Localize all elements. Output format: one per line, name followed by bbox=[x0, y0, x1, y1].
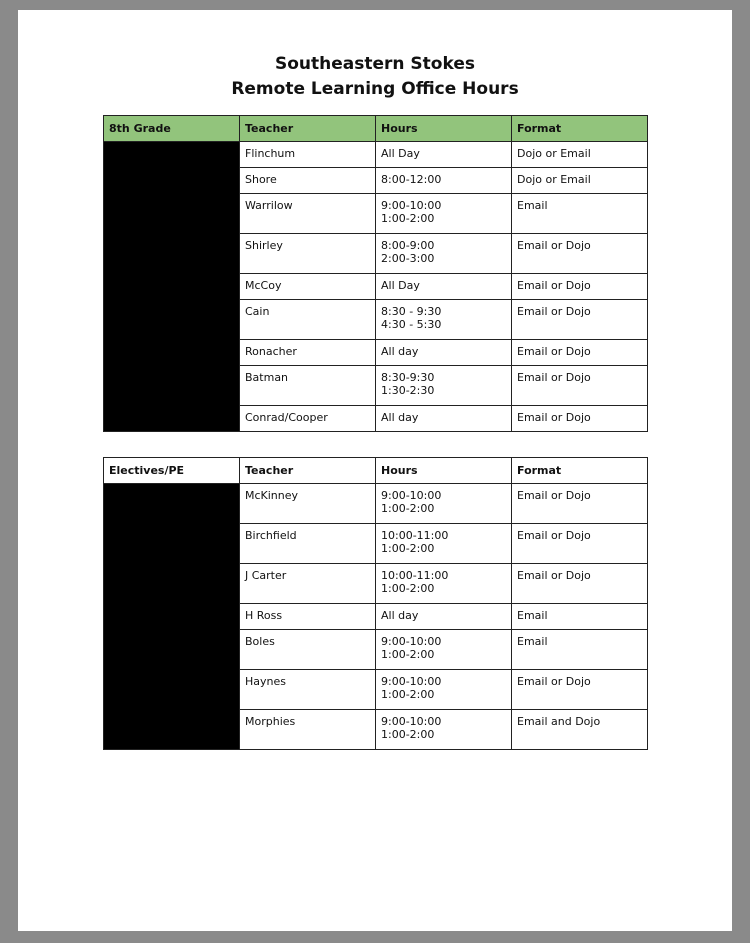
format-cell: Dojo or Email bbox=[512, 142, 648, 168]
teacher-cell: Morphies bbox=[240, 710, 376, 750]
format-cell: Email or Dojo bbox=[512, 484, 648, 524]
teacher-cell: Warrilow bbox=[240, 194, 376, 234]
hours-cell: All day bbox=[376, 406, 512, 432]
column-header: 8th Grade bbox=[104, 116, 240, 142]
format-cell: Email bbox=[512, 604, 648, 630]
column-header: Format bbox=[512, 458, 648, 484]
teacher-cell: Shore bbox=[240, 168, 376, 194]
electives-table bbox=[103, 457, 648, 750]
format-cell: Email or Dojo bbox=[512, 406, 648, 432]
hours-cell: All day bbox=[376, 604, 512, 630]
hours-cell: 8:30-9:30 1:30-2:30 bbox=[376, 366, 512, 406]
teacher-cell: McKinney bbox=[240, 484, 376, 524]
format-cell: Email or Dojo bbox=[512, 340, 648, 366]
teacher-cell: Flinchum bbox=[240, 142, 376, 168]
document-title: Southeastern Stokes bbox=[275, 54, 475, 74]
teacher-cell: Haynes bbox=[240, 670, 376, 710]
format-cell: Email or Dojo bbox=[512, 564, 648, 604]
format-cell: Email or Dojo bbox=[512, 670, 648, 710]
hours-cell: 8:30 - 9:30 4:30 - 5:30 bbox=[376, 300, 512, 340]
hours-cell: All day bbox=[376, 340, 512, 366]
format-cell: Email and Dojo bbox=[512, 710, 648, 750]
hours-cell: 9:00-10:00 1:00-2:00 bbox=[376, 484, 512, 524]
column-header: Format bbox=[512, 116, 648, 142]
table-header-row bbox=[104, 116, 648, 142]
teacher-cell: H Ross bbox=[240, 604, 376, 630]
format-cell: Email bbox=[512, 630, 648, 670]
teacher-cell: Shirley bbox=[240, 234, 376, 274]
format-cell: Email bbox=[512, 194, 648, 234]
redacted-cell bbox=[104, 142, 240, 432]
hours-cell: 9:00-10:00 1:00-2:00 bbox=[376, 630, 512, 670]
format-cell: Email or Dojo bbox=[512, 366, 648, 406]
teacher-cell: Boles bbox=[240, 630, 376, 670]
column-header: Hours bbox=[376, 458, 512, 484]
column-header: Hours bbox=[376, 116, 512, 142]
hours-cell: 9:00-10:00 1:00-2:00 bbox=[376, 710, 512, 750]
teacher-cell: McCoy bbox=[240, 274, 376, 300]
teacher-cell: Batman bbox=[240, 366, 376, 406]
teacher-cell: J Carter bbox=[240, 564, 376, 604]
hours-cell: All Day bbox=[376, 142, 512, 168]
hours-cell: 9:00-10:00 1:00-2:00 bbox=[376, 194, 512, 234]
hours-cell: 8:00-12:00 bbox=[376, 168, 512, 194]
redacted-cell bbox=[104, 484, 240, 750]
teacher-cell: Cain bbox=[240, 300, 376, 340]
teacher-cell: Ronacher bbox=[240, 340, 376, 366]
format-cell: Email or Dojo bbox=[512, 524, 648, 564]
hours-cell: 8:00-9:00 2:00-3:00 bbox=[376, 234, 512, 274]
eighth-grade-table bbox=[103, 115, 648, 432]
table-header-row bbox=[104, 458, 648, 484]
teacher-cell: Birchfield bbox=[240, 524, 376, 564]
document-page bbox=[18, 10, 732, 931]
column-header: Electives/PE bbox=[104, 458, 240, 484]
table-row bbox=[104, 142, 648, 168]
hours-cell: 9:00-10:00 1:00-2:00 bbox=[376, 670, 512, 710]
format-cell: Email or Dojo bbox=[512, 234, 648, 274]
format-cell: Email or Dojo bbox=[512, 274, 648, 300]
column-header: Teacher bbox=[240, 458, 376, 484]
format-cell: Email or Dojo bbox=[512, 300, 648, 340]
document-subtitle: Remote Learning Office Hours bbox=[231, 79, 519, 99]
column-header: Teacher bbox=[240, 116, 376, 142]
hours-cell: All Day bbox=[376, 274, 512, 300]
hours-cell: 10:00-11:00 1:00-2:00 bbox=[376, 524, 512, 564]
teacher-cell: Conrad/Cooper bbox=[240, 406, 376, 432]
table-row bbox=[104, 484, 648, 524]
format-cell: Dojo or Email bbox=[512, 168, 648, 194]
hours-cell: 10:00-11:00 1:00-2:00 bbox=[376, 564, 512, 604]
